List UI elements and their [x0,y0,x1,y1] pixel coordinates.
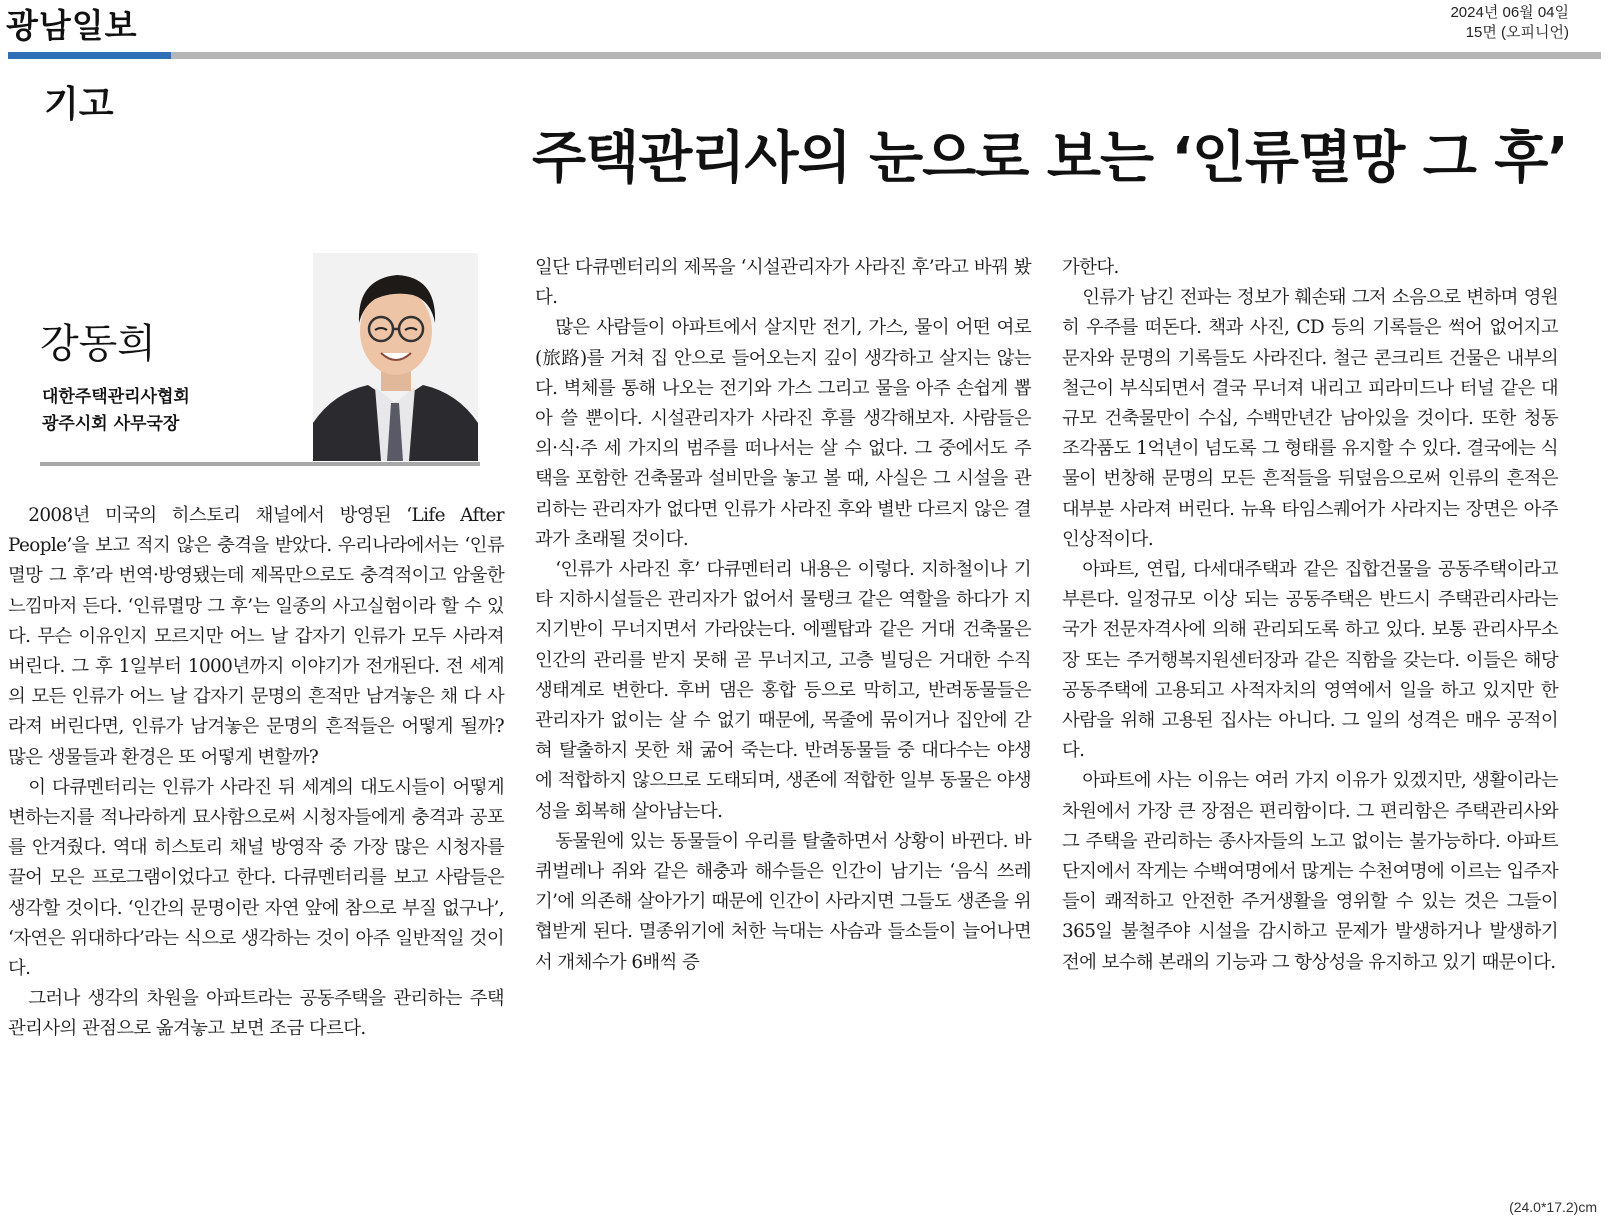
paragraph: 이 다큐멘터리는 인류가 사라진 뒤 세계의 대도시들이 어떻게 변하는지를 적나라하게 묘사함으로써 시청자들에게 충격과 공포를 안겨줬다. 역대 히스토리 채널 방영작 중 가장 많은 시청자를 끌어 모은 프로그램이었다고 한다. 다큐멘터리를 보고 사람들은 생각할 것이다. ‘인간의 문명이란 자연 앞에 참으로 부질 없구나’, ‘자연은 위대하다’라는 식으로 생각하는 것이 아주 일반적일 것이다. [8,776,504,980]
masthead-logo: 광남일보 [6,6,138,45]
article-column-1 [8,501,504,1045]
author-org-line2: 광주시회 사무국장 [42,414,180,434]
paragraph: 아파트, 연립, 다세대주택과 같은 집합건물을 공동주택이라고 부른다. 일정규모 이상 되는 공동주택은 반드시 주택관리사라는 국가 전문자격사에 의해 관리되도록 하고 있다. 보통 관리사무소장 또는 주거행복지원센터장과 같은 직함을 갖는다. 이들은 해당 공동주택에 고용되고 사적자치의 영역에서 일을 하고 있지만 한 사람을 위해 고용된 집사는 아니다. 그 일의 성격은 매우 공적이다. [1062,559,1558,762]
paragraph: 가한다. [1062,257,1119,278]
paragraph: 동물원에 있는 동물들이 우리를 탈출하면서 상황이 바뀐다. 바퀴벌레나 쥐와 같은 해충과 해수들은 인간이 남기는 ‘음식 쓰레기’에 의존해 살아가기 때문에 인간이 사라지면 그들도 생존을 위협받게 된다. 멸종위기에 처한 늑대는 사슴과 들소들이 늘어나면서 개체수가 6배씩 증 [535,830,1031,973]
article-column-2 [535,253,1031,978]
paragraph: ‘인류가 사라진 후’ 다큐멘터리 내용은 이렇다. 지하철이나 기타 지하시설들은 관리자가 없어서 물탱크 같은 역할을 하다가 지지기반이 무너지면서 가라앉는다. 에펠탑과 같은 거대 건축물은 인간의 관리를 받지 못해 곧 무너지고, 고층 빌딩은 거대한 수직생태계로 변한다. 후버 댐은 홍합 등으로 막히고, 반려동물들은 관리자가 없이는 살 수 없기 때문에, 목줄에 묶이거나 집안에 갇혀 탈출하지 못한 채 굶어 죽는다. 반려동물들 중 대다수는 야생에 적합하지 않으므로 도태되며, 생존에 적합한 일부 동물은 야생성을 회복해 살아남는다. [535,559,1031,822]
header-accent-rule [8,52,171,59]
article-headline: 주택관리사의 눈으로 보는 ‘인류멸망 그 후’ [532,126,1568,191]
author-rule [40,462,480,466]
paragraph: 일단 다큐멘터리의 제목을 ‘시설관리자가 사라진 후’라고 바꿔 봤다. [535,257,1031,309]
author-photo [313,253,478,461]
paragraph: 아파트에 사는 이유는 여러 가지 이유가 있겠지만, 생활이라는 차원에서 가장 큰 장점은 편리함이다. 그 편리함은 주택관리사와 그 주택을 관리하는 종사자들의 노고 없이는 불가능하다. 아파트 단지에서 작게는 수백여명에서 많게는 수천여명에 이르는 입주자들이 쾌적하고 안전한 주거생활을 영위할 수 있는 것은 그들이 365일 불철주야 시설을 감시하고 문제가 발생하거나 발생하기 전에 보수해 본래의 기능과 그 항상성을 유지하고 있기 때문이다. [1062,770,1558,973]
article-column-3 [1062,253,1558,978]
size-note: (24.0*17.2)cm [1509,1199,1597,1215]
author-org-line1: 대한주택관리사협회 [42,387,190,407]
author-affiliation [42,384,190,438]
issue-page: 15면 (오피니언) [1465,24,1569,41]
paragraph: 그러나 생각의 차원을 아파트라는 공동주택을 관리하는 주택관리사의 관점으로 옮겨놓고 보면 조금 다르다. [8,988,504,1040]
paragraph: 많은 사람들이 아파트에서 살지만 전기, 가스, 물이 어떤 여로(旅路)를 거쳐 집 안으로 들어오는지 깊이 생각하고 살지는 않는다. 벽체를 통해 나오는 전기와 가스 그리고 물을 아주 손쉽게 뽑아 쓸 뿐이다. 시설관리자가 사라진 후를 생각해보자. 사람들은 의·식·주 세 가지의 범주를 떠나서는 살 수 없다. 그 중에서도 주택을 포함한 건축물과 설비만을 놓고 볼 때, 사실은 그 시설을 관리하는 관리자가 없다면 인류가 사라진 후와 별반 다르지 않은 결과가 초래될 것이다. [535,317,1031,550]
issue-info [1450,3,1569,43]
author-portrait-illustration [313,253,478,461]
issue-date: 2024년 06월 04일 [1450,4,1569,21]
section-label: 기고 [44,84,114,125]
header-rule [8,52,1601,59]
paragraph: 2008년 미국의 히스토리 채널에서 방영된 ‘Life After People’을 보고 적지 않은 충격을 받았다. 우리나라에서는 ‘인류멸망 그 후’라 번역·방영됐는데 제목만으로도 충격적이고 암울한 느낌마저 든다. ‘인류멸망 그 후’는 일종의 사고실험이라 할 수 있다. 무슨 이유인지 모르지만 어느 날 갑자기 인류가 모두 사라져버린다. 그 후 1일부터 1000년까지 이야기가 전개된다. 전 세계의 모든 인류가 어느 날 갑자기 문명의 흔적만 남겨놓은 채 다 사라져 버린다면, 인류가 남겨놓은 문명의 흔적들은 어떻게 될까? 많은 생물들과 환경은 또 어떻게 변할까? [8,505,504,768]
paragraph: 인류가 남긴 전파는 정보가 훼손돼 그저 소음으로 변하며 영원히 우주를 떠돈다. 책과 사진, CD 등의 기록들은 썩어 없어지고 문자와 문명의 기록들도 사라진다. 철근 콘크리트 건물은 내부의 철근이 부식되면서 결국 무너져 내리고 피라미드나 터널 같은 대규모 건축물만이 수십, 수백만년간 남아있을 것이다. 또한 청동 조각품도 1억년이 넘도록 그 형태를 유지할 수 있다. 결국에는 식물이 번창해 문명의 모든 흔적들을 뒤덮음으로써 인류의 흔적은 대부분 사라져 버린다. 뉴욕 타임스퀘어가 사라지는 장면은 아주 인상적이다. [1062,287,1558,550]
author-name: 강동희 [40,321,156,367]
